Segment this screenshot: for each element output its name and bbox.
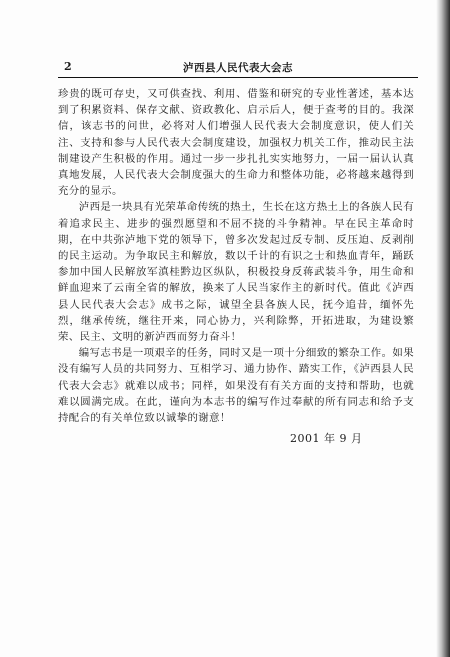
page-edge-shadow (436, 0, 450, 657)
date-line: 2001 年 9 月 (290, 432, 363, 445)
page-header (58, 60, 418, 78)
paragraph-history: 泸西是一块具有光荣革命传统的热土，生长在这方热土上的各族人民有着追求民主、进步的强烈愿望和不屈不挠的斗争精神。早在民主革命时期，在中共弥泸地下党的领导下，曾多次发起过反专制、反压迫、反剥削的民主运动。为争取民主和解放，数以千计的有识之士和热血青年，踊跃参加中国人民解放军滇桂黔边区纵队，积极投身反蒋武装斗争，用生命和鲜血迎来了云南全省的解放，换来了人民当家作主的新时代。值此《泸西县人民代表大会志》成书之际，诚望全县各族人民，抚今追昔，缅怀先烈，继承传统，继往开来，同心协力，兴利除弊，开拓进取，为建设繁荣、民主、文明的新泸西而努力奋斗！ (58, 201, 414, 344)
page-number: 2 (64, 60, 72, 73)
paragraph-continued: 珍贵的既可存史，又可供查找、利用、借鉴和研究的专业性著述，基本达到了积累资料、保存文献、资政教化、启示后人，便于查考的目的。我深信，该志书的问世，必将对人们增强人民代表大会制度意识，使人们关注、支持和参与人民代表大会制度建设，加强权力机关工作，推动民主法制建设产生积极的作用。通过一步一步扎扎实实地努力，一届一届认认真真地发展，人民代表大会制度强大的生命力和整体功能，必将越来越得到充分的显示。 (58, 88, 414, 198)
header-rule (58, 77, 418, 78)
body-text (58, 86, 414, 426)
running-title: 泸西县人民代表大会志 (183, 62, 293, 74)
paragraph-acknowledgement: 编写志书是一项艰辛的任务，同时又是一项十分细致的繁杂工作。如果没有编写人员的共同努力、互相学习、通力协作、踏实工作，《泸西县人民代表大会志》就难以成书；同样，如果没有有关方面的支持和帮助，也就难以圆满完成。在此，谨向为本志书的编写作过奉献的所有同志和给予支持配合的有关单位致以诚挚的谢意！ (58, 347, 414, 425)
